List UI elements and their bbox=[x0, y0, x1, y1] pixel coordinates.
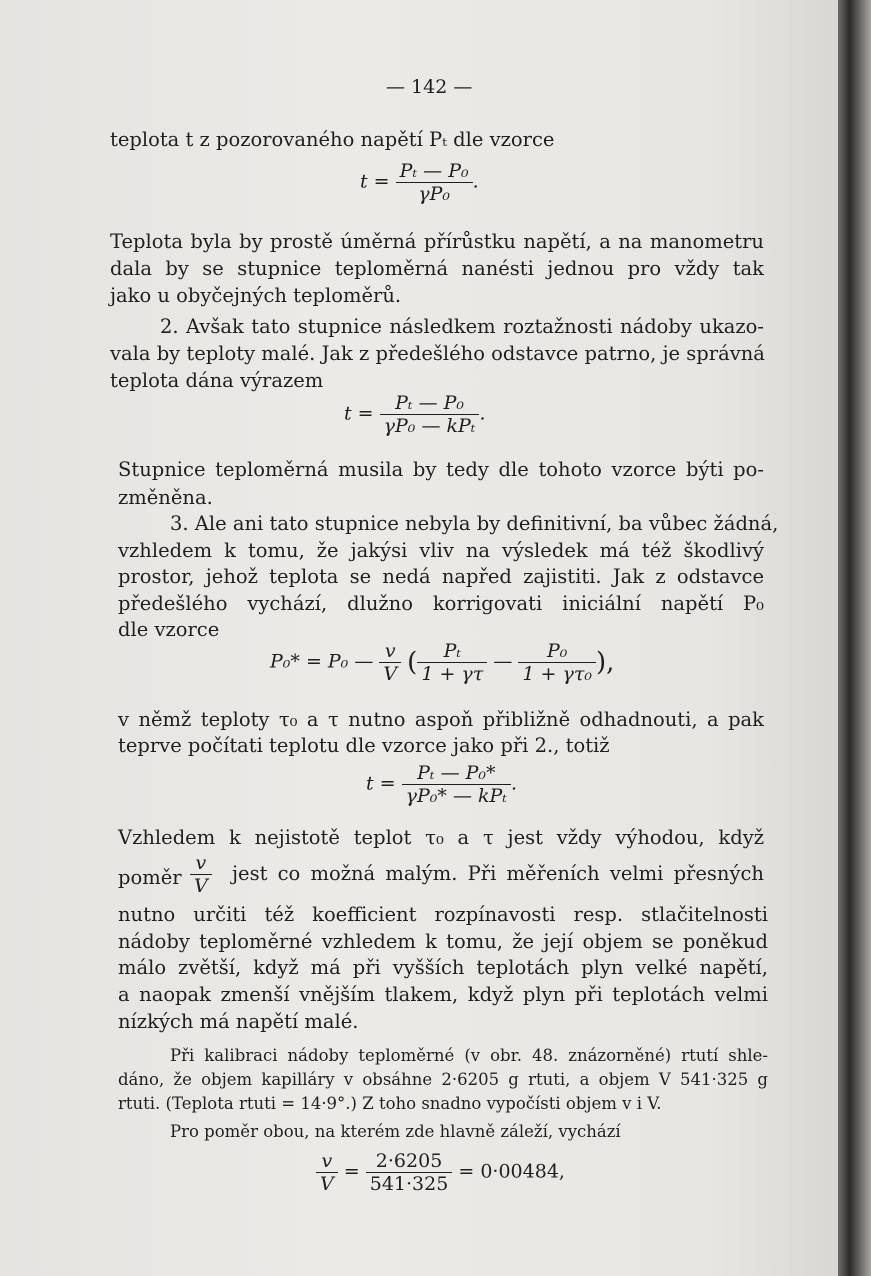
note-line: dáno, že objem kapilláry v obsáhne 2·6205 g rtuti, a objem V 541·325 g bbox=[118, 1070, 768, 1089]
text-line: jako u obyčejných teploměrů. bbox=[110, 284, 402, 307]
text-line: nízkých má napětí malé. bbox=[118, 1010, 359, 1033]
text-line: dala by se stupnice teploměrná nanésti jednou pro vždy tak bbox=[110, 257, 764, 280]
formula-p0-star: P₀* = P₀ — $\frac{v}{V}$ ( $\frac{\text{Pₜ}}{1 + \gamma\tau}$ — $\frac{\text{P₀}}{\text{1 + γτ₀}}$ ), bbox=[270, 640, 615, 685]
text-line: teprve počítati teplotu dle vzorce jako při 2., totiž bbox=[118, 734, 610, 757]
note-line: Pro poměr obou, na kterém zde hlavně záleží, vychází bbox=[170, 1122, 621, 1141]
text-line: teplota dána výrazem bbox=[110, 369, 324, 392]
page-number: — 142 — bbox=[386, 76, 473, 98]
text-line: jest co možná malým. Při měřeních velmi přesných bbox=[232, 862, 764, 885]
book-spine bbox=[838, 0, 871, 1276]
formula-t-final: t = $\frac{\text{Pₜ — P₀*}}{\text{γP₀* — kPₜ}}$ . bbox=[366, 762, 518, 807]
text-line: nádoby teploměrné vzhledem k tomu, že její objem se poněkud bbox=[118, 930, 768, 953]
text-line: teplota t z pozorovaného napětí Pₜ dle vzorce bbox=[110, 128, 555, 151]
note-line: Při kalibraci nádoby teploměrné (v obr. 48. znázorněné) rtutí shle- bbox=[170, 1046, 768, 1065]
text-line: změněna. bbox=[118, 486, 213, 509]
text-line: a naopak zmenší vnějším tlakem, když plyn při teplotách velmi bbox=[118, 983, 768, 1006]
text-line: poměr bbox=[118, 866, 182, 889]
note-line: rtuti. (Teplota rtuti = 14·9°.) Z toho snadno vypočísti objem v i V. bbox=[118, 1094, 662, 1113]
text-line: dle vzorce bbox=[118, 618, 220, 641]
text-line: Vzhledem k nejistotě teplot τ₀ a τ jest vždy výhodou, když bbox=[118, 826, 764, 849]
text-line: předešlého vychází, dlužno korrigovati iniciální napětí P₀ bbox=[118, 592, 764, 615]
text-line: 3. Ale ani tato stupnice nebyla by definitivní, ba vůbec žádná, bbox=[170, 512, 779, 535]
text-line: vala by teploty malé. Jak z předešlého odstavce patrno, je správná bbox=[110, 342, 765, 365]
formula-t-corrected: t = $\frac{\text{Pₜ — P₀}}{\text{γP₀ — kPₜ}}$ . bbox=[344, 392, 486, 437]
text-line: v němž teploty τ₀ a τ nutno aspoň přibližně odhadnouti, a pak bbox=[118, 708, 764, 731]
text-line: Teplota byla by prostě úměrná přírůstku napětí, a na manometru bbox=[110, 230, 764, 253]
formula-t-basic: t = $\frac{\text{Pₜ — P₀}}{\text{γP₀}}$ . bbox=[360, 160, 479, 205]
text-line: vzhledem k tomu, že jakýsi vliv na výsledek má též škodlivý bbox=[118, 539, 764, 562]
formula-ratio-value: $\frac{v}{V}$ = $\frac{2\cdot 6205}{541\cdot 325}$ = 0·00484, bbox=[316, 1150, 565, 1195]
text-line: 2. Avšak tato stupnice následkem roztažnosti nádoby ukazo- bbox=[160, 315, 764, 338]
text-line: prostor, jehož teplota se nedá napřed zajistiti. Jak z odstavce bbox=[118, 565, 764, 588]
text-line: málo zvětší, když má při vyšších teplotách plyn velké napětí, bbox=[118, 956, 768, 979]
ratio-v-over-V: $\frac{v}{V}$ bbox=[190, 852, 212, 897]
text-line: nutno určiti též koefficient rozpínavosti resp. stlačitelnosti bbox=[118, 903, 768, 926]
text-line: Stupnice teploměrná musila by tedy dle tohoto vzorce býti po- bbox=[118, 458, 764, 481]
